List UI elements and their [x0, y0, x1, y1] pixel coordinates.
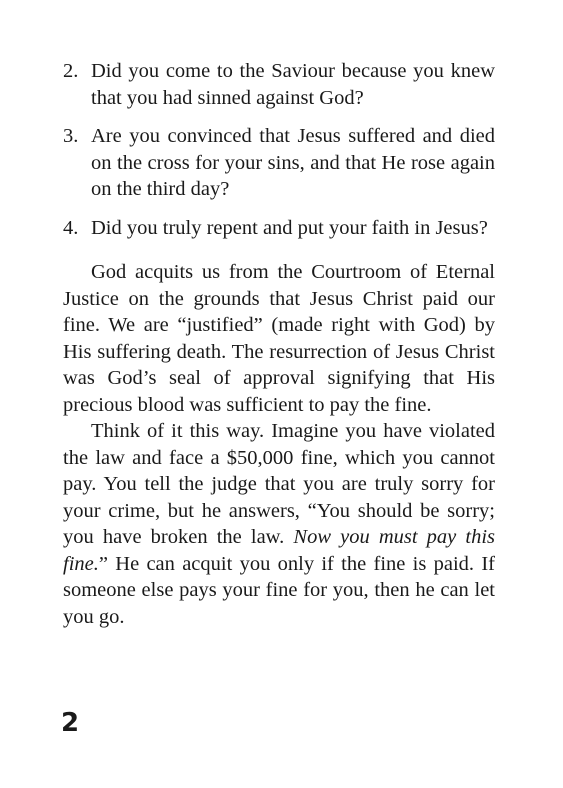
question-text: Did you come to the Saviour because you knew that you had sinned against God?	[91, 60, 495, 109]
question-item-2	[63, 58, 495, 111]
paragraph-text-after: ” He can acquit you only if the fine is paid. If someone else pays your fine for you, then he can let you go.	[63, 552, 495, 628]
body-paragraph-justified: God acquits us from the Courtroom of Eternal Justice on the grounds that Jesus Christ paid our fine. We are “justified” (made right with God) by His suffering death. The resurrection of Jesus Christ was God’s seal of approval signifying that His precious blood was sufficient to pay the fine.	[63, 261, 495, 416]
paragraph-italic-quote: Now you must pay this fine.	[63, 526, 495, 575]
body-paragraph-fine-example	[63, 418, 495, 630]
page-number: 2	[61, 708, 80, 738]
question-item-4	[63, 215, 495, 242]
paragraph-text-before: Think of it this way. Imagine you have violated the law and face a $50,000 fine, which you cannot pay. You tell the judge that you are truly sorry for your crime, but he answers, “You should be sorry; you have broken the law.	[63, 420, 495, 548]
question-number: 2.	[63, 60, 79, 82]
question-text: Did you truly repent and put your faith in Jesus?	[91, 216, 488, 239]
question-text: Are you convinced that Jesus suffered and died on the cross for your sins, and that He rose again on the third day?	[91, 125, 495, 200]
question-number: 3.	[63, 125, 79, 147]
question-number: 4.	[63, 216, 79, 239]
question-item-3	[63, 123, 495, 203]
page-content	[63, 58, 495, 630]
